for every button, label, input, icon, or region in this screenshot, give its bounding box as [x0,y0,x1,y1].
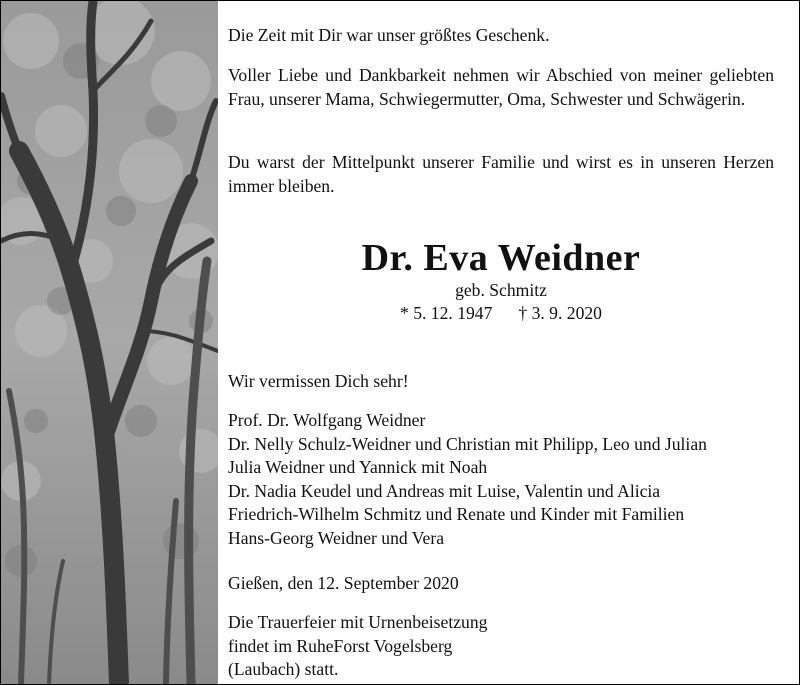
intro-line: Die Zeit mit Dir war unser größtes Geschenk. [228,25,550,45]
mourner-line: Dr. Nadia Keudel und Andreas mit Luise, Valentin und Alicia [228,480,661,501]
death-date: † 3. 9. 2020 [518,303,602,323]
miss-you-line: Wir vermissen Dich sehr! [228,371,409,391]
place-date: Gießen, den 12. September 2020 [228,573,459,593]
tree-photo [1,1,218,684]
mourner-line: Dr. Nelly Schulz-Weidner und Christian mit Philipp, Leo und Julian [228,433,707,454]
mourner-line: Julia Weidner und Yannick mit Noah [228,457,488,477]
mourner-line: Prof. Dr. Wolfgang Weidner [228,410,426,430]
deceased-name: Dr. Eva Weidner [361,237,641,279]
funeral-note: Die Trauerfeier mit Urnenbeisetzung findet im RuheForst Vogelsberg (Laubach) statt. [228,612,488,679]
mourner-line: Hans-Georg Weidner und Vera [228,527,445,548]
birth-date: * 5. 12. 1947 [400,303,493,323]
mourner-line: Friedrich-Wilhelm Schmitz und Renate und Kinder mit Familien [228,504,685,524]
center-sentence: Du warst der Mittelpunkt unserer Familie und wirst es in unseren Herzen immer bleiben. [228,152,774,196]
maiden-name: geb. Schmitz [455,280,547,300]
mourners-list [228,409,774,550]
life-dates [228,302,774,326]
farewell-paragraph: Voller Liebe und Dankbarkeit nehmen wir Abschied von meiner geliebten Frau, unserer Mama, Schwiegermutter, Oma, Schwester und Schwägerin. [228,65,774,109]
